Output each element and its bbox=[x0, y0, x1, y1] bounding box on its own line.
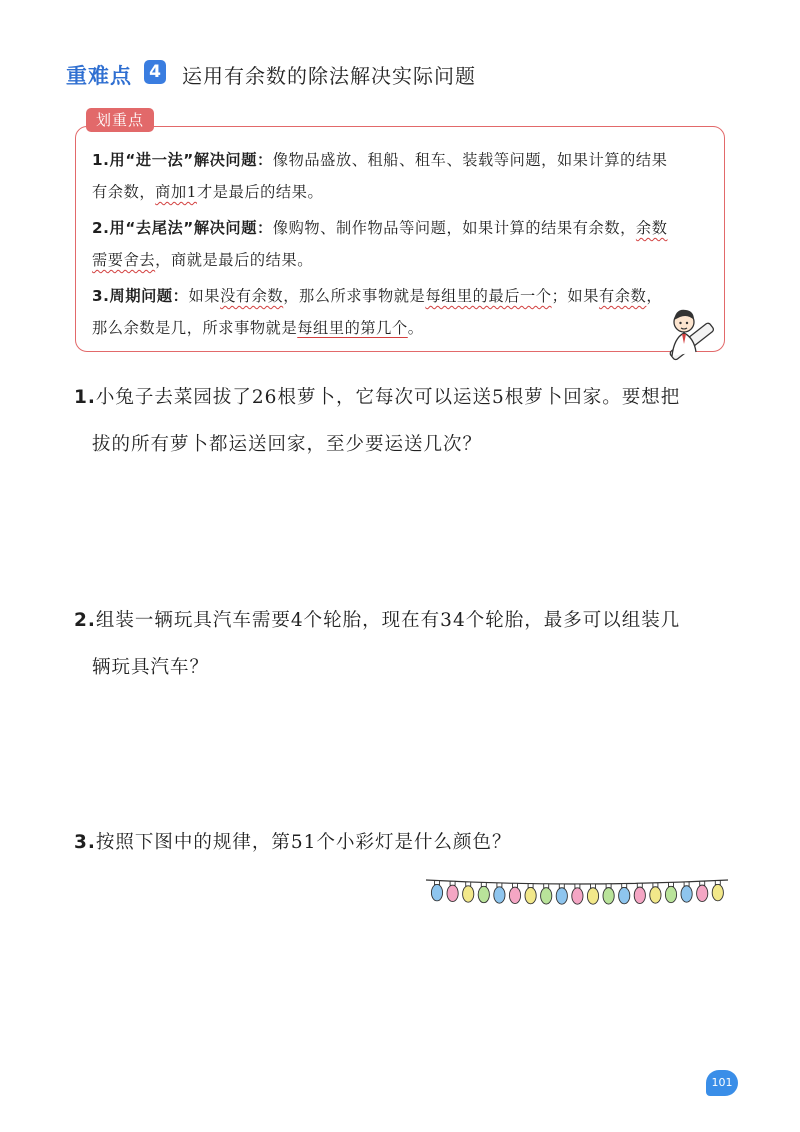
light-bulb bbox=[447, 881, 458, 901]
question-3-line-1 bbox=[74, 830, 511, 856]
light-bulb bbox=[541, 884, 552, 904]
light-bulb bbox=[634, 883, 645, 903]
light-bulb bbox=[650, 883, 661, 903]
question-2-line-2: 辆玩具汽车？ bbox=[92, 657, 210, 678]
light-bulb bbox=[712, 881, 723, 901]
question-3-text: 按照下图中的规律，第51个小彩灯是什么颜色？ bbox=[95, 832, 512, 853]
text: 那么余数是几，所求事物就是 bbox=[92, 319, 298, 337]
question-2-line-1 bbox=[74, 608, 680, 634]
question-1-line-1 bbox=[74, 385, 680, 411]
light-bulb bbox=[494, 883, 505, 903]
key-points-tag: 划重点 bbox=[86, 108, 154, 132]
highlight: 每组里的第几个 bbox=[297, 319, 408, 337]
boy-pencil-illustration bbox=[660, 300, 724, 364]
highlight: 有余数 bbox=[599, 287, 647, 305]
key-point-1-line-1 bbox=[92, 150, 667, 170]
highlight: 没有余数 bbox=[220, 287, 284, 305]
highlight: 商加1 bbox=[155, 183, 197, 201]
question-2-text: 组装一辆玩具汽车需要4个轮胎，现在有34个轮胎，最多可以组装几 bbox=[95, 610, 681, 631]
question-1-text: 小兔子去菜园拔了26根萝卜，它每次可以运送5根萝卜回家。要想把 bbox=[95, 387, 681, 408]
light-bulb bbox=[431, 881, 442, 901]
light-bulb bbox=[463, 882, 474, 902]
text: ， bbox=[646, 287, 663, 305]
question-3-number: 3. bbox=[74, 832, 96, 853]
light-string-wire bbox=[426, 880, 728, 884]
key-point-2-line-1 bbox=[92, 218, 668, 238]
light-bulb bbox=[509, 883, 520, 903]
question-1-number: 1. bbox=[74, 387, 96, 408]
highlight: 需要舍去 bbox=[92, 251, 156, 269]
light-bulb bbox=[572, 884, 583, 904]
highlight: 余数 bbox=[635, 219, 668, 237]
key-point-2-line-2 bbox=[92, 250, 313, 270]
light-bulb bbox=[697, 881, 708, 901]
light-string-figure bbox=[424, 872, 730, 912]
key-point-2-title: 2.用“去尾法”解决问题： bbox=[92, 219, 273, 237]
question-2-number: 2. bbox=[74, 610, 96, 631]
text: ；如果 bbox=[551, 287, 599, 305]
key-point-3-line-2 bbox=[92, 318, 424, 338]
light-bulb bbox=[587, 884, 598, 904]
section-label: 重难点 bbox=[66, 64, 132, 88]
key-point-1-line-2 bbox=[92, 182, 323, 202]
section-title: 运用有余数的除法解决实际问题 bbox=[182, 64, 476, 88]
light-bulb bbox=[665, 882, 676, 902]
text: 有余数， bbox=[92, 183, 156, 201]
light-bulb bbox=[556, 884, 567, 904]
light-bulb bbox=[525, 884, 536, 904]
text: ，商就是最后的结果。 bbox=[155, 251, 314, 269]
light-bulb bbox=[478, 883, 489, 903]
key-point-3-line-1 bbox=[92, 286, 662, 306]
key-point-3-title: 3.周期问题： bbox=[92, 287, 189, 305]
text: ，那么所求事物就是 bbox=[283, 287, 426, 305]
section-number-badge: 4 bbox=[144, 60, 166, 84]
light-bulb bbox=[603, 884, 614, 904]
light-bulb bbox=[619, 884, 630, 904]
key-point-1-title: 1.用“进一法”解决问题： bbox=[92, 151, 273, 169]
text: 。 bbox=[407, 319, 424, 337]
key-point-1-text: 像物品盛放、租船、租车、装载等问题，如果计算的结果 bbox=[272, 151, 668, 169]
text: 才是最后的结果。 bbox=[197, 183, 324, 201]
question-1-line-2: 拔的所有萝卜都运送回家，至少要运送几次？ bbox=[92, 434, 483, 455]
highlight: 每组里的最后一个 bbox=[425, 287, 552, 305]
text: 如果 bbox=[188, 287, 221, 305]
text: 像购物、制作物品等问题，如果计算的结果有余数， bbox=[272, 219, 636, 237]
page-number-badge: 101 bbox=[706, 1070, 738, 1096]
light-bulb bbox=[681, 882, 692, 902]
